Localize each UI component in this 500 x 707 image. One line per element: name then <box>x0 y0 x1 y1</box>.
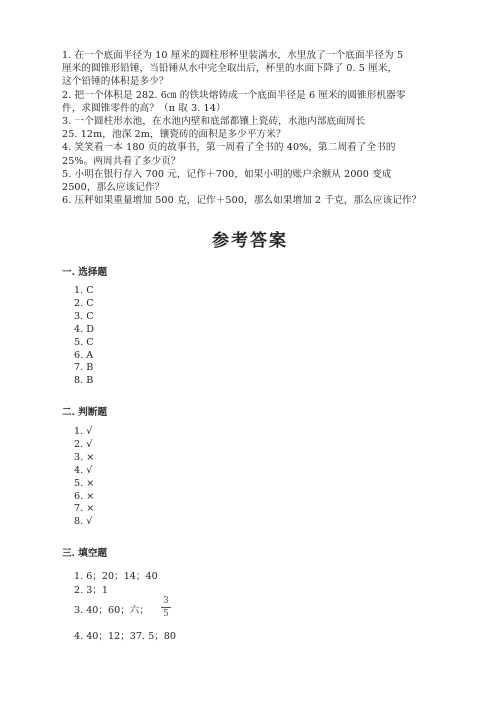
problem-line: 6. 压秤如果重量增加 500 克，记作＋500，那么如果增加 2 千克，那么应该记作？ <box>62 195 422 207</box>
problem-line: 2500，那么应该记作？ <box>62 182 165 194</box>
list-item: 3. × <box>74 451 95 463</box>
judge-answer-list <box>74 426 94 529</box>
problem-line: 2. 把一个体积是 282. 6㎝ 的铁块熔铸成一个底面半径是 6 厘米的圆锥形机器零 <box>62 89 406 101</box>
word-problems <box>62 49 492 207</box>
answer-title: 参考答案 <box>212 231 288 251</box>
section-heading-judge: 二. 判断题 <box>62 407 108 418</box>
list-item: 2. 3；1 <box>74 585 109 596</box>
fraction-numerator: 3 <box>163 596 169 606</box>
list-item: 2. √ <box>74 438 93 450</box>
list-item: 1. 6；20；14；40 <box>74 571 158 582</box>
problem-line: 5. 小明在银行存入 700 元，记作＋700，如果小明的账户余额从 2000 变成 <box>62 168 392 180</box>
list-item: 8. B <box>74 375 94 387</box>
problem-line: 3. 一个圆柱形水池，在水池内壁和底部都镶上瓷砖，水池内部底面周长 <box>62 116 366 128</box>
list-item: 8. √ <box>74 516 93 528</box>
list-item: 4. D <box>74 323 94 335</box>
section-heading-choice: 一. 选择题 <box>62 267 108 278</box>
section-heading-fill: 三. 填空题 <box>62 548 108 559</box>
choice-answer-list <box>74 285 94 388</box>
problem-line: 1. 在一个底面半径为 10 厘米的圆柱形杯里装满水，水里放了一个底面半径为 5 <box>62 50 404 61</box>
list-item: 5. × <box>74 477 95 489</box>
problem-line: 件，求圆锥零件的高？（π 取 3. 14） <box>62 102 226 114</box>
fraction-denominator: 5 <box>163 609 169 619</box>
list-item: 1. √ <box>74 426 93 437</box>
list-item: 7. × <box>74 503 95 515</box>
list-item: 6. A <box>74 349 94 361</box>
list-item: 3. 40；60；六； <box>74 605 149 616</box>
problem-line: 25. 12m，池深 2m，镶瓷砖的面积是多少平方米？ <box>62 129 286 141</box>
problem-line: 厘米的圆锥形铅锤，当铅锤从水中完全取出后，杯里的水面下降了 0. 5 厘米， <box>62 63 398 75</box>
list-item: 1. C <box>74 285 94 296</box>
list-item: 2. C <box>74 297 94 309</box>
fraction <box>161 596 171 619</box>
problem-line: 这个铅锤的体积是多少？ <box>62 76 169 88</box>
problem-line: 4. 笑笑看一本 180 页的故事书，第一周看了全书的 40%，第二周看了全书的 <box>62 142 396 154</box>
list-item: 3. C <box>74 310 94 322</box>
fraction-bar <box>161 607 171 608</box>
list-item: 7. B <box>74 362 94 374</box>
problem-line: 25%。两周共看了多少页？ <box>62 155 181 167</box>
list-item: 4. 40；12；37. 5；80 <box>74 631 177 642</box>
list-item: 5. C <box>74 336 94 348</box>
list-item: 6. × <box>74 490 95 502</box>
list-item: 4. √ <box>74 464 93 476</box>
